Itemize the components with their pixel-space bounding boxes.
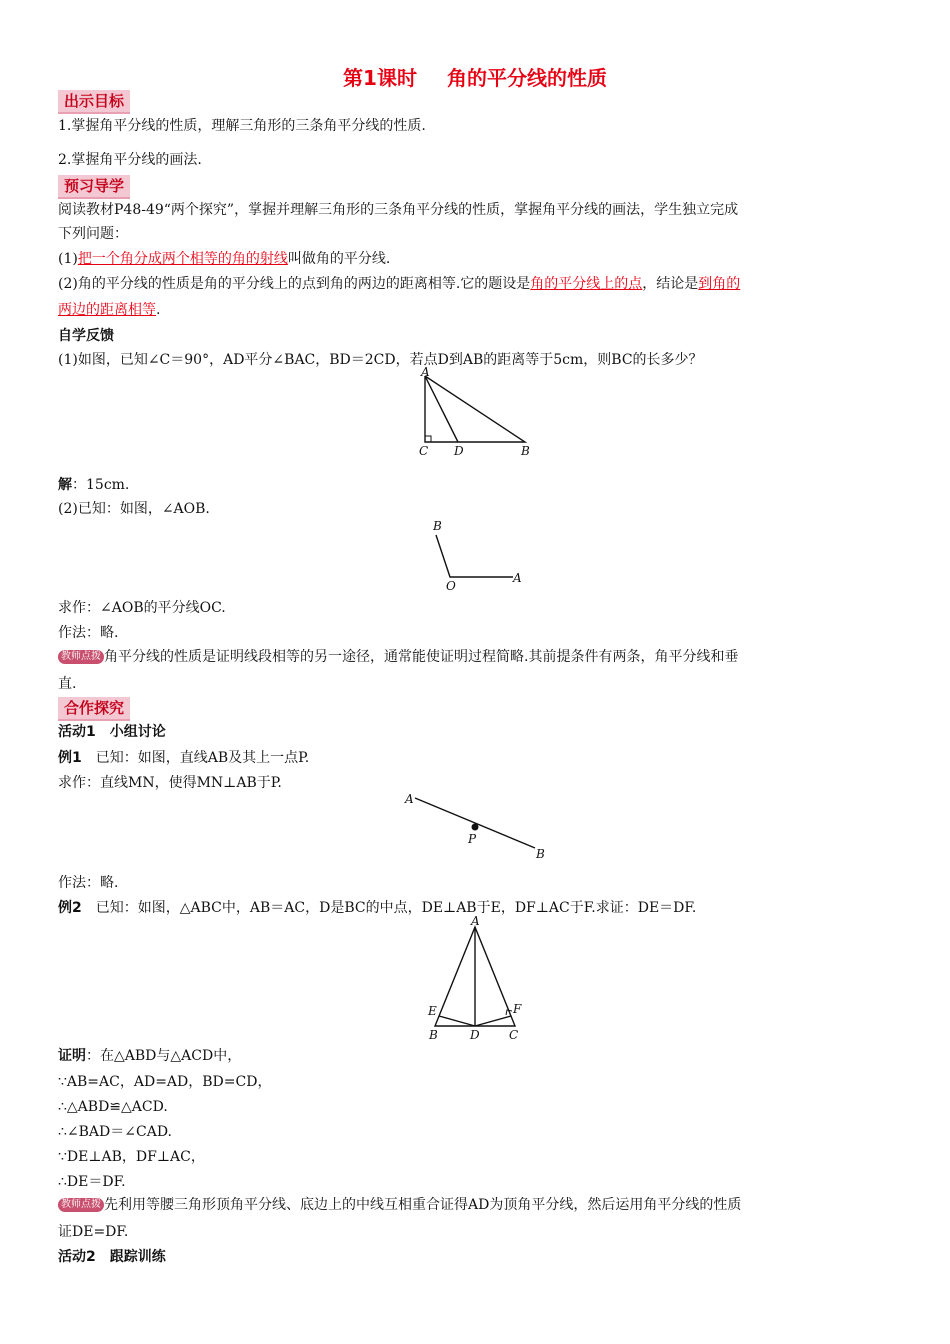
q2-answer-conclusion-part1: 到角的 bbox=[698, 276, 741, 292]
page-title bbox=[0, 62, 950, 91]
proof-line-5: ∵DE⊥AB，DF⊥AC， bbox=[58, 1149, 205, 1165]
objective-1: 1.掌握角平分线的性质，理解三角形的三条角平分线的性质. bbox=[58, 118, 426, 134]
example-1-text: 已知：如图，直线AB及其上一点P. bbox=[81, 750, 310, 766]
label-D: D bbox=[454, 444, 464, 458]
example-2-label: 例2 bbox=[58, 900, 82, 916]
proof-line-4: ∴∠BAD＝∠CAD. bbox=[58, 1124, 172, 1140]
feedback-2-method: 作法：略. bbox=[58, 625, 119, 641]
lesson-topic: 角的平分线的性质 bbox=[446, 66, 607, 90]
figure-right-triangle bbox=[410, 365, 540, 463]
example-1-method: 作法：略. bbox=[58, 875, 119, 891]
self-feedback-heading: 自学反馈 bbox=[58, 328, 114, 344]
teacher-tip-2-cont: 证DE=DF. bbox=[58, 1224, 129, 1240]
example-1 bbox=[58, 748, 309, 768]
q2-answer-conclusion-part2: 两边的距离相等 bbox=[58, 302, 156, 318]
section-cooperation-header: 合作探究 bbox=[58, 697, 130, 721]
q2-end: . bbox=[156, 302, 161, 318]
lesson-number: 第1课时 bbox=[343, 66, 417, 90]
q2-answer-hypothesis: 角的平分线上的点 bbox=[530, 276, 643, 292]
proof-line-1-text: ：在△ABD与△ACD中， bbox=[86, 1048, 242, 1064]
label-A: A bbox=[405, 792, 414, 806]
preview-intro-line2: 下列问题： bbox=[58, 226, 128, 242]
label-B: B bbox=[429, 1028, 438, 1042]
feedback-2-requirement: 求作：∠AOB的平分线OC. bbox=[58, 600, 226, 616]
label-C: C bbox=[419, 444, 429, 458]
preview-question-2 bbox=[58, 274, 740, 294]
label-C: C bbox=[509, 1028, 519, 1042]
activity-2-heading: 活动2 跟踪训练 bbox=[58, 1249, 166, 1265]
feedback-question-1: (1)如图，已知∠C＝90°，AD平分∠BAC，BD＝2CD，若点D到AB的距离等于5cm，则BC的长多少？ bbox=[58, 352, 703, 368]
label-A: A bbox=[421, 365, 430, 379]
proof-line-6: ∴DE＝DF. bbox=[58, 1174, 126, 1190]
q2-prefix: (2)角的平分线的性质是角的平分线上的点到角的两边的距离相等.它的题设是 bbox=[58, 276, 531, 292]
solution-label: 解 bbox=[58, 477, 72, 493]
teacher-tip-badge-2: 教师点拨 bbox=[58, 1198, 104, 1212]
label-O: O bbox=[446, 579, 456, 593]
proof-line-3: ∴△ABD≌△ACD. bbox=[58, 1099, 168, 1115]
example-2-text: 已知：如图，△ABC中，AB＝AC，D是BC的中点，DE⊥AB于E，DF⊥AC于F.求证：DE＝DF. bbox=[81, 900, 697, 916]
label-F: F bbox=[513, 1002, 522, 1016]
section-objectives-header: 出示目标 bbox=[58, 90, 130, 114]
preview-intro-line1: 阅读教材P48-49“两个探究”，掌握并理解三角形的三条角平分线的性质，掌握角平分线的画法，学生独立完成 bbox=[58, 202, 739, 218]
teacher-tip-2 bbox=[58, 1195, 741, 1215]
bisector-AD bbox=[425, 376, 458, 442]
teacher-tip-badge: 教师点拨 bbox=[58, 650, 104, 664]
activity-1-heading: 活动1 小组讨论 bbox=[58, 724, 166, 740]
example-2 bbox=[58, 898, 696, 918]
triangle-outline bbox=[425, 376, 525, 442]
label-A: A bbox=[513, 571, 522, 585]
perpendicular-DF bbox=[475, 1016, 511, 1026]
label-B: B bbox=[521, 444, 530, 458]
label-B: B bbox=[433, 519, 442, 533]
perpendicular-DE bbox=[439, 1016, 475, 1026]
label-D: D bbox=[470, 1028, 480, 1042]
figure-isosceles-triangle bbox=[420, 915, 530, 1045]
q1-answer: 把一个角分成两个相等的角的射线 bbox=[77, 251, 288, 267]
label-E: E bbox=[428, 1004, 437, 1018]
objective-2: 2.掌握角平分线的画法. bbox=[58, 152, 202, 168]
point-P bbox=[472, 824, 479, 831]
teacher-tip-2-text: 先利用等腰三角形顶角平分线、底边上的中线互相重合证得AD为顶角平分线，然后运用角平分线的性质 bbox=[104, 1197, 742, 1213]
proof-line-2: ∵AB=AC，AD=AD，BD=CD， bbox=[58, 1074, 272, 1090]
teacher-tip-1-cont: 直. bbox=[58, 676, 77, 692]
teacher-tip-1-text: 角平分线的性质是证明线段相等的另一途径，通常能使证明过程简略.其前提条件有两条，角平分线和垂 bbox=[104, 649, 739, 665]
figure-line-AB bbox=[395, 785, 555, 865]
solution-line bbox=[58, 475, 129, 495]
example-1-label: 例1 bbox=[58, 750, 82, 766]
label-P: P bbox=[468, 832, 477, 846]
proof-label: 证明 bbox=[58, 1048, 86, 1064]
teacher-tip-1 bbox=[58, 647, 738, 667]
label-A: A bbox=[471, 914, 480, 928]
q1-prefix: (1) bbox=[58, 251, 78, 267]
figure-angle-AOB bbox=[425, 515, 535, 595]
proof-line-1 bbox=[58, 1046, 241, 1066]
example-1-requirement: 求作：直线MN，使得MN⊥AB于P. bbox=[58, 775, 282, 791]
section-preview-header: 预习导学 bbox=[58, 175, 130, 199]
angle-sides bbox=[436, 535, 513, 577]
q1-suffix: 叫做角的平分线. bbox=[287, 251, 391, 267]
label-B: B bbox=[536, 847, 545, 861]
solution-text: ：15cm. bbox=[72, 477, 130, 493]
right-angle-mark bbox=[425, 436, 431, 442]
q2-middle: ，结论是 bbox=[642, 276, 699, 292]
preview-question-1 bbox=[58, 249, 390, 269]
feedback-question-2: (2)已知：如图，∠AOB. bbox=[58, 501, 210, 517]
preview-question-2-cont bbox=[58, 300, 160, 320]
